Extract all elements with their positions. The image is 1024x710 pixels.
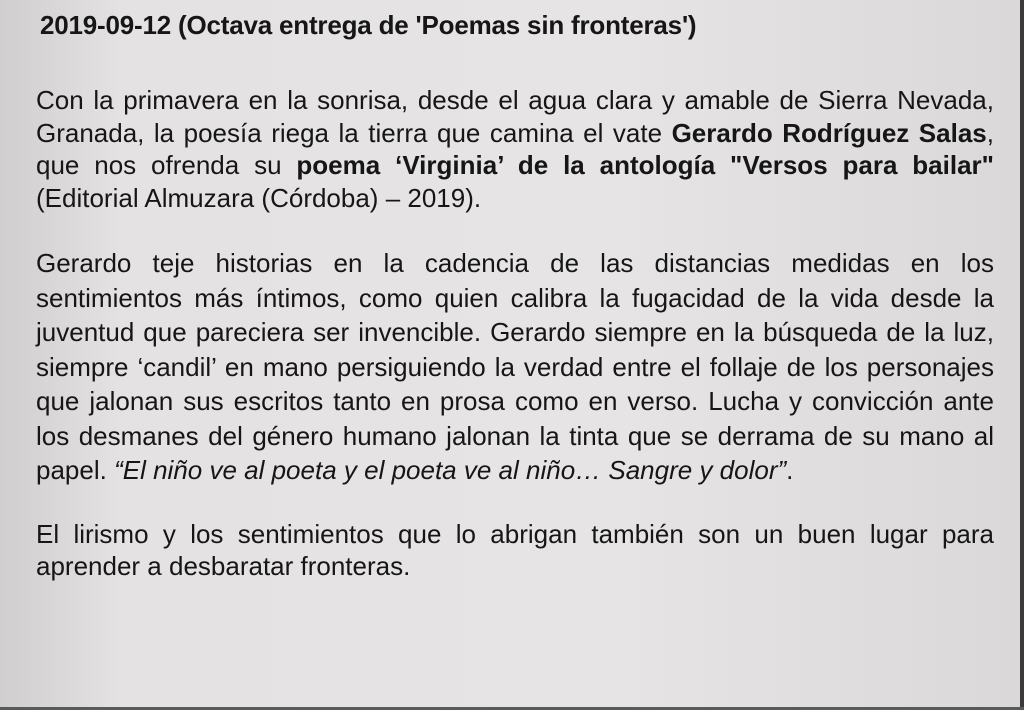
poem-reference: poema ‘Virginia’ de la antología "Versos para bailar" — [296, 150, 994, 180]
document-heading: 2019-09-12 (Octava entrega de 'Poemas sin fronteras') — [40, 10, 697, 40]
photo-edge-right — [1020, 0, 1024, 710]
author-name: Gerardo Rodríguez Salas — [671, 117, 987, 148]
body-text: Gerardo teje historias en la cadencia de las distancias medidas en los sentimientos más íntimos, como quien calibra la fugacidad de la vida desde la juventud que pareciera ser invencible. Gerardo siempre en la búsqueda de la luz, siempre ‘candil’ en mano persiguiendo la verdad entre el follaje de los personajes que jalonan sus escritos tanto en prosa como en verso. Lucha y convicción ante los desmanes del género humano jalonan la tinta que se derrama de su mano al papel. — [36, 248, 994, 485]
paragraph-body — [36, 246, 994, 488]
paragraph-intro — [36, 84, 994, 214]
intro-text-2: , que nos ofrenda su — [36, 117, 994, 180]
paragraph-closing: El lirismo y los sentimientos que lo abrigan también son un buen lugar para aprender a desbaratar fronteras. — [36, 518, 994, 581]
body-text-end: . — [786, 455, 794, 485]
poem-quote: “El niño ve al poeta y el poeta ve al niño… Sangre y dolor” — [114, 455, 787, 485]
intro-text-1: Con la primavera en la sonrisa, desde el agua clara y amable de Sierra Nevada, Granada, la poesía riega la tierra que camina el vate — [36, 85, 994, 148]
intro-text-3: (Editorial Almuzara (Córdoba) – 2019). — [36, 182, 482, 213]
